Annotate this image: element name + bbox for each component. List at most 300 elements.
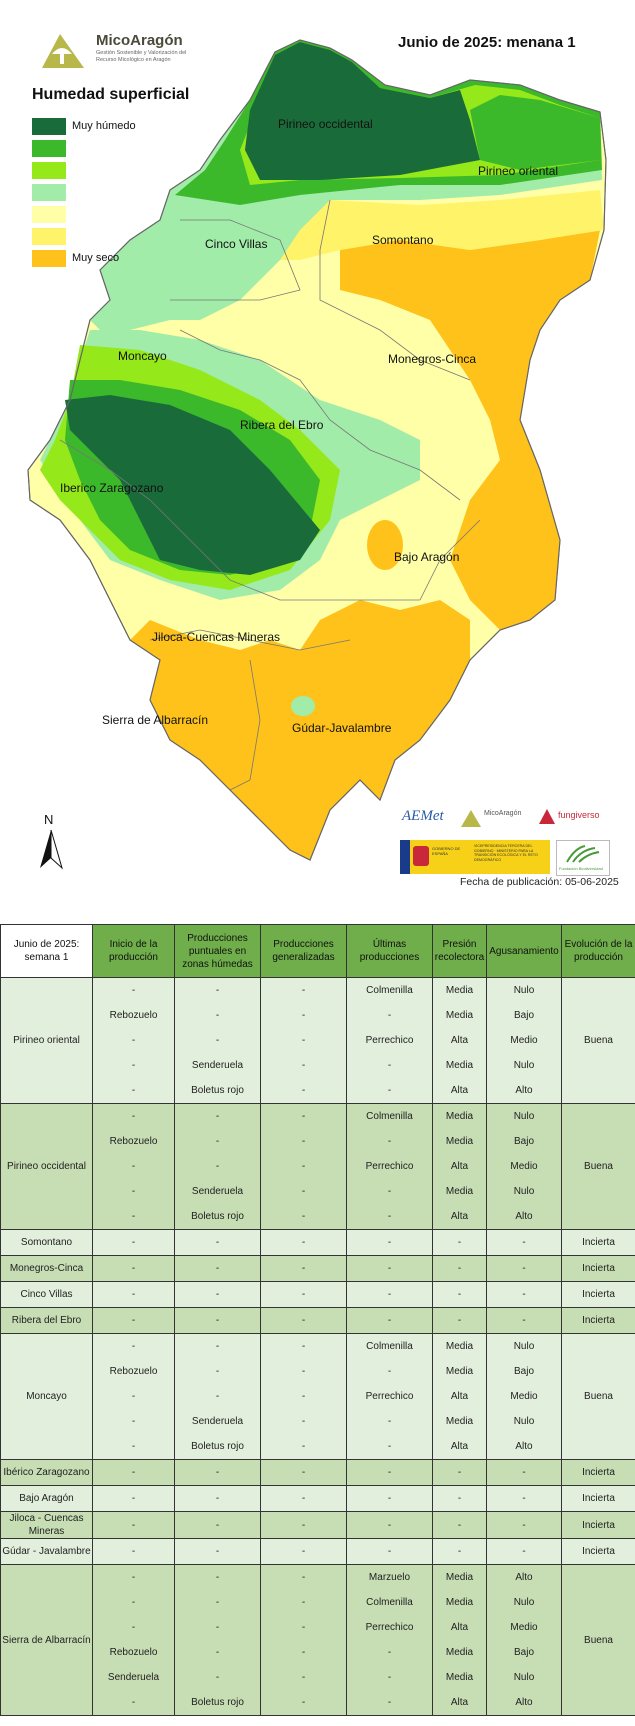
table-row — [1, 978, 635, 1104]
agusanamiento-value: Alto — [515, 1697, 533, 1708]
eu-flag-icon — [400, 840, 410, 874]
zone-name-cell: Gúdar - Javalambre — [1, 1539, 93, 1565]
inicio-value: Senderuela — [107, 1672, 160, 1683]
ultimas-value: - — [387, 1697, 392, 1708]
puntuales-value: - — [215, 1519, 220, 1531]
puntuales-cell — [175, 1460, 261, 1486]
evolucion-cell: Incierta — [562, 1460, 635, 1486]
agusanamiento-value: - — [522, 1315, 526, 1326]
inicio-value: - — [131, 1111, 136, 1122]
region-label-pirineo-oriental: Pirineo oriental — [478, 164, 559, 178]
legend-swatch-7 — [32, 250, 66, 267]
puntuales-value: - — [215, 1315, 220, 1326]
generalizadas-value: - — [301, 1467, 306, 1478]
generalizadas-cell — [261, 1486, 347, 1512]
inicio-value: - — [131, 1519, 136, 1531]
ultimas-cell — [347, 1308, 433, 1334]
region-label-somontano: Somontano — [372, 233, 434, 247]
generalizadas-value: - — [301, 1647, 306, 1658]
puntuales-value: - — [215, 1672, 220, 1683]
inicio-value: - — [131, 1697, 136, 1708]
ultimas-value: - — [387, 1647, 392, 1658]
ultimas-value: - — [387, 1010, 392, 1021]
puntuales-value: - — [215, 1035, 220, 1046]
presion-cell — [433, 978, 487, 1104]
generalizadas-cell — [261, 978, 347, 1104]
presion-value: Media — [445, 1111, 474, 1122]
presion-value: Media — [445, 1136, 474, 1147]
north-label: N — [44, 812, 54, 827]
puntuales-value: Senderuela — [191, 1186, 244, 1197]
ministry-banner — [400, 840, 550, 874]
puntuales-value: - — [215, 1161, 220, 1172]
table-row — [1, 1460, 635, 1486]
table-row — [1, 1539, 635, 1565]
evolucion-cell: Buena — [562, 1565, 635, 1716]
generalizadas-value: - — [301, 1546, 306, 1557]
presion-value: Alta — [450, 1697, 469, 1708]
puntuales-cell — [175, 978, 261, 1104]
agusanamiento-value: - — [522, 1237, 526, 1248]
agusanamiento-cell — [487, 1565, 562, 1716]
agusanamiento-value: Nulo — [513, 1111, 535, 1122]
puntuales-value: - — [215, 1622, 220, 1633]
puntuales-cell — [175, 1512, 261, 1539]
evolucion-cell: Incierta — [562, 1308, 635, 1334]
evolucion-cell: Incierta — [562, 1230, 635, 1256]
generalizadas-cell — [261, 1539, 347, 1565]
generalizadas-cell — [261, 1565, 347, 1716]
col-header-puntuales: Producciones puntuales en zonas húmedas — [175, 925, 261, 978]
generalizadas-value: - — [301, 1572, 306, 1583]
agusanamiento-cell — [487, 1230, 562, 1256]
agusanamiento-value: Medio — [510, 1391, 538, 1402]
inicio-value: Rebozuelo — [109, 1647, 158, 1658]
puntuales-cell — [175, 1486, 261, 1512]
agusanamiento-value: Bajo — [513, 1366, 534, 1377]
agusanamiento-value: Alto — [515, 1572, 533, 1583]
zone-name-cell: Bajo Aragón — [1, 1486, 93, 1512]
ultimas-value: - — [387, 1493, 392, 1504]
agusanamiento-cell — [487, 1539, 562, 1565]
agusanamiento-value: Nulo — [513, 1672, 535, 1683]
table-row — [1, 1512, 635, 1539]
evolucion-cell: Incierta — [562, 1539, 635, 1565]
agusanamiento-value: Alto — [515, 1441, 533, 1452]
ultimas-cell — [347, 1460, 433, 1486]
agusanamiento-value: Nulo — [513, 985, 535, 996]
agusanamiento-cell — [487, 1486, 562, 1512]
presion-value: Alta — [450, 1391, 469, 1402]
inicio-cell — [93, 1308, 175, 1334]
legend-swatch-4 — [32, 184, 66, 201]
generalizadas-cell — [261, 1104, 347, 1230]
presion-value: - — [457, 1546, 462, 1557]
presion-value: Media — [445, 1647, 474, 1658]
zone-name-cell: Ribera del Ebro — [1, 1308, 93, 1334]
evolucion-cell: Incierta — [562, 1512, 635, 1539]
table-body — [1, 978, 635, 1716]
generalizadas-value: - — [301, 1211, 306, 1222]
evolucion-cell: Incierta — [562, 1486, 635, 1512]
agusanamiento-value: Nulo — [513, 1597, 535, 1608]
inicio-value: - — [131, 1315, 136, 1326]
puntuales-value: - — [215, 985, 220, 996]
ultimas-value: - — [387, 1366, 392, 1377]
brand-tagline: Gestión Sostenible y Valorización del Recurso Micológico en Aragón — [96, 50, 187, 63]
puntuales-value: - — [215, 1341, 220, 1352]
legend-swatch-6 — [32, 228, 66, 245]
region-label-jiloca: Jiloca-Cuencas Mineras — [152, 630, 281, 644]
puntuales-value: - — [215, 1136, 220, 1147]
ultimas-value: - — [387, 1315, 392, 1326]
table-corner-label: Junio de 2025: semana 1 — [1, 925, 93, 978]
inicio-value: - — [131, 1441, 136, 1452]
zone-name-cell: Pirineo oriental — [1, 978, 93, 1104]
agusanamiento-cell — [487, 1460, 562, 1486]
generalizadas-value: - — [301, 1263, 306, 1274]
col-header-inicio: Inicio de la producción — [93, 925, 175, 978]
presion-cell — [433, 1539, 487, 1565]
puntuales-value: - — [215, 1572, 220, 1583]
generalizadas-value: - — [301, 1416, 306, 1427]
presion-value: Media — [445, 1010, 474, 1021]
ultimas-value: - — [387, 1237, 392, 1248]
inicio-value: - — [131, 1237, 136, 1248]
brand-name: MicoAragón — [96, 32, 183, 49]
inicio-value: Rebozuelo — [109, 1366, 158, 1377]
presion-value: Media — [445, 1416, 474, 1427]
zone-name-cell: Monegros-Cinca — [1, 1256, 93, 1282]
region-label-gudar-javalambre: Gúdar-Javalambre — [292, 721, 392, 735]
puntuales-value: Senderuela — [191, 1060, 244, 1071]
generalizadas-value: - — [301, 1391, 306, 1402]
ultimas-value: Colmenilla — [366, 985, 413, 996]
agusanamiento-cell — [487, 978, 562, 1104]
presion-value: Alta — [450, 1211, 469, 1222]
inicio-cell — [93, 1512, 175, 1539]
generalizadas-value: - — [301, 1341, 306, 1352]
presion-cell — [433, 1512, 487, 1539]
ultimas-value: - — [387, 1441, 392, 1452]
puntuales-cell — [175, 1308, 261, 1334]
region-label-sierra-albarracin: Sierra de Albarracín — [102, 713, 209, 727]
presion-cell — [433, 1460, 487, 1486]
col-header-evolucion: Evolución de la producción — [562, 925, 635, 978]
inicio-value: - — [131, 1493, 136, 1504]
zone-name-cell: Ibérico Zaragozano — [1, 1460, 93, 1486]
generalizadas-value: - — [301, 1161, 306, 1172]
presion-value: Alta — [450, 1035, 469, 1046]
evolucion-cell: Buena — [562, 1104, 635, 1230]
agusanamiento-value: Nulo — [513, 1416, 535, 1427]
inicio-value: - — [131, 1416, 136, 1427]
legend-swatch-1 — [32, 118, 66, 135]
agusanamiento-cell — [487, 1104, 562, 1230]
ultimas-value: - — [387, 1263, 392, 1274]
inicio-value: - — [131, 1211, 136, 1222]
table-row — [1, 1104, 635, 1230]
region-label-iberico-zaragozano: Iberico Zaragozano — [60, 481, 164, 495]
ultimas-value: Perrechico — [365, 1035, 414, 1046]
generalizadas-cell — [261, 1512, 347, 1539]
mushroom-logo-icon — [40, 28, 86, 72]
zone-name-cell: Pirineo occidental — [1, 1104, 93, 1230]
ultimas-value: - — [387, 1672, 392, 1683]
ultimas-value: - — [387, 1416, 392, 1427]
ultimas-value: - — [387, 1211, 392, 1222]
ultimas-cell — [347, 1230, 433, 1256]
inicio-value: - — [131, 1597, 136, 1608]
presion-value: Alta — [450, 1161, 469, 1172]
inicio-value: - — [131, 1391, 136, 1402]
presion-value: Media — [445, 1341, 474, 1352]
fungiverso-logo-icon — [538, 808, 556, 826]
generalizadas-value: - — [301, 1597, 306, 1608]
presion-cell — [433, 1486, 487, 1512]
col-header-agusanamiento: Agusanamiento — [487, 925, 562, 978]
biodiversidad-logo — [556, 840, 610, 876]
inicio-cell — [93, 978, 175, 1104]
presion-value: - — [457, 1289, 462, 1300]
table-row — [1, 1256, 635, 1282]
inicio-value: - — [131, 1060, 136, 1071]
biodiversidad-name: Fundación Biodiversidad — [559, 866, 603, 871]
presion-value: - — [457, 1519, 462, 1531]
col-header-generalizadas: Producciones generalizadas — [261, 925, 347, 978]
gobierno-text: GOBIERNO DE ESPAÑA — [432, 846, 461, 856]
generalizadas-value: - — [301, 1186, 306, 1197]
agusanamiento-value: - — [522, 1467, 526, 1478]
generalizadas-value: - — [301, 1085, 306, 1096]
region-label-monegros-cinca: Monegros-Cinca — [388, 352, 477, 366]
ultimas-value: Colmenilla — [366, 1341, 413, 1352]
ultimas-value: - — [387, 1467, 392, 1478]
legend-label-very-dry: Muy seco — [72, 252, 120, 264]
zone-name-cell: Jiloca - Cuencas Mineras — [1, 1512, 93, 1539]
inicio-value: - — [131, 1622, 136, 1633]
ultimas-cell — [347, 978, 433, 1104]
inicio-cell — [93, 1282, 175, 1308]
generalizadas-value: - — [301, 1672, 306, 1683]
zone-name-cell: Moncayo — [1, 1334, 93, 1460]
presion-cell — [433, 1334, 487, 1460]
generalizadas-cell — [261, 1334, 347, 1460]
presion-value: - — [457, 1263, 462, 1274]
legend-swatch-5 — [32, 206, 66, 223]
agusanamiento-value: - — [522, 1519, 526, 1531]
presion-value: Media — [445, 1672, 474, 1683]
puntuales-value: Boletus rojo — [191, 1441, 244, 1452]
agusanamiento-value: Bajo — [513, 1136, 534, 1147]
presion-value: Media — [445, 1572, 474, 1583]
puntuales-value: - — [215, 1391, 220, 1402]
inicio-cell — [93, 1565, 175, 1716]
agusanamiento-value: - — [522, 1493, 526, 1504]
ultimas-cell — [347, 1256, 433, 1282]
generalizadas-value: - — [301, 1136, 306, 1147]
region-label-cinco-villas: Cinco Villas — [205, 237, 268, 251]
generalizadas-value: - — [301, 1493, 306, 1504]
agusanamiento-cell — [487, 1282, 562, 1308]
inicio-cell — [93, 1256, 175, 1282]
table-row — [1, 1282, 635, 1308]
generalizadas-cell — [261, 1230, 347, 1256]
inicio-value: - — [131, 1161, 136, 1172]
inicio-value: Rebozuelo — [109, 1136, 158, 1147]
spain-shield-icon — [413, 846, 429, 866]
inicio-cell — [93, 1539, 175, 1565]
agusanamiento-value: Medio — [510, 1035, 538, 1046]
evolucion-cell: Incierta — [562, 1282, 635, 1308]
table-header-row — [1, 925, 635, 978]
evolucion-cell: Incierta — [562, 1256, 635, 1282]
generalizadas-value: - — [301, 1315, 306, 1326]
ultimas-cell — [347, 1486, 433, 1512]
ultimas-cell — [347, 1282, 433, 1308]
micoaragon-small-name: MicoAragón — [484, 810, 522, 817]
presion-value: Alta — [450, 1622, 469, 1633]
agusanamiento-cell — [487, 1308, 562, 1334]
inicio-value: - — [131, 1035, 136, 1046]
table-row — [1, 1308, 635, 1334]
generalizadas-value: - — [301, 1237, 306, 1248]
generalizadas-value: - — [301, 1010, 306, 1021]
ministerio-text: VICEPRESIDENCIA TERCERA DEL GOBIERNO · MINISTERIO PARA LA TRANSICIÓN ECOLÓGICA Y EL RETO DEMOGRÁFICO — [474, 844, 538, 862]
presion-cell — [433, 1282, 487, 1308]
zone-name-cell: Somontano — [1, 1230, 93, 1256]
map-title: Junio de 2025: menana 1 — [398, 34, 576, 51]
agusanamiento-value: - — [522, 1289, 526, 1300]
table-row — [1, 1334, 635, 1460]
presion-value: Alta — [450, 1441, 469, 1452]
map-zone-humid-gudar — [291, 696, 315, 716]
region-label-bajo-aragon: Bajo Aragón — [394, 550, 460, 564]
ultimas-cell — [347, 1334, 433, 1460]
puntuales-cell — [175, 1256, 261, 1282]
agusanamiento-value: Bajo — [513, 1010, 534, 1021]
generalizadas-value: - — [301, 1060, 306, 1071]
agusanamiento-value: Nulo — [513, 1060, 535, 1071]
publication-date: Fecha de publicación: 05-06-2025 — [460, 876, 619, 888]
presion-cell — [433, 1256, 487, 1282]
agusanamiento-cell — [487, 1334, 562, 1460]
fungiverso-name: fungiverso — [558, 810, 600, 820]
legend-title: Humedad superficial — [32, 86, 190, 103]
ultimas-value: Marzuelo — [368, 1572, 411, 1583]
ultimas-value: - — [387, 1186, 392, 1197]
production-table — [0, 924, 635, 1716]
puntuales-cell — [175, 1539, 261, 1565]
presion-value: - — [457, 1493, 462, 1504]
puntuales-cell — [175, 1565, 261, 1716]
micoaragon-logo — [40, 28, 200, 76]
puntuales-value: - — [215, 1647, 220, 1658]
generalizadas-cell — [261, 1308, 347, 1334]
puntuales-value: - — [215, 1366, 220, 1377]
puntuales-value: - — [215, 1493, 220, 1504]
inicio-value: - — [131, 1186, 136, 1197]
map-zone-very-humid-pyrenees — [245, 42, 480, 180]
generalizadas-value: - — [301, 985, 306, 996]
inicio-value: - — [131, 1263, 136, 1274]
presion-value: - — [457, 1315, 462, 1326]
ultimas-value: - — [387, 1289, 392, 1300]
inicio-value: - — [131, 1289, 136, 1300]
agusanamiento-value: - — [522, 1546, 526, 1557]
generalizadas-cell — [261, 1256, 347, 1282]
inicio-cell — [93, 1104, 175, 1230]
ultimas-value: - — [387, 1085, 392, 1096]
ultimas-cell — [347, 1539, 433, 1565]
zone-name-cell: Sierra de Albarracín — [1, 1565, 93, 1716]
puntuales-value: - — [215, 1010, 220, 1021]
region-label-ribera-del-ebro: Ribera del Ebro — [240, 418, 324, 432]
agusanamiento-value: Medio — [510, 1622, 538, 1633]
presion-value: - — [457, 1467, 462, 1478]
agusanamiento-value: Medio — [510, 1161, 538, 1172]
puntuales-value: Boletus rojo — [191, 1085, 244, 1096]
generalizadas-value: - — [301, 1622, 306, 1633]
agusanamiento-value: Nulo — [513, 1186, 535, 1197]
aemet-logo: AEMet — [402, 808, 444, 824]
puntuales-value: - — [215, 1467, 220, 1478]
ultimas-value: - — [387, 1519, 392, 1531]
presion-cell — [433, 1308, 487, 1334]
inicio-cell — [93, 1460, 175, 1486]
legend-swatch-2 — [32, 140, 66, 157]
north-arrow-icon — [36, 830, 66, 890]
region-label-pirineo-occidental: Pirineo occidental — [278, 117, 373, 131]
agusanamiento-value: - — [522, 1263, 526, 1274]
ultimas-value: Perrechico — [365, 1622, 414, 1633]
presion-value: - — [457, 1237, 462, 1248]
puntuales-value: Boletus rojo — [191, 1697, 244, 1708]
puntuales-value: - — [215, 1546, 220, 1557]
presion-value: Media — [445, 1366, 474, 1377]
ultimas-value: - — [387, 1136, 392, 1147]
puntuales-value: Senderuela — [191, 1416, 244, 1427]
presion-value: Media — [445, 1060, 474, 1071]
region-label-moncayo: Moncayo — [118, 349, 167, 363]
puntuales-value: - — [215, 1289, 220, 1300]
ultimas-value: Perrechico — [365, 1391, 414, 1402]
legend-label-very-humid: Muy húmedo — [72, 120, 136, 132]
puntuales-value: - — [215, 1263, 220, 1274]
ultimas-cell — [347, 1565, 433, 1716]
agusanamiento-cell — [487, 1512, 562, 1539]
generalizadas-value: - — [301, 1289, 306, 1300]
generalizadas-cell — [261, 1460, 347, 1486]
generalizadas-value: - — [301, 1519, 306, 1531]
ultimas-value: Perrechico — [365, 1161, 414, 1172]
presion-value: Media — [445, 1597, 474, 1608]
inicio-value: Rebozuelo — [109, 1010, 158, 1021]
inicio-value: - — [131, 1341, 136, 1352]
puntuales-value: - — [215, 1111, 220, 1122]
micoaragon-small-logo-icon — [460, 808, 482, 828]
puntuales-value: - — [215, 1597, 220, 1608]
puntuales-cell — [175, 1104, 261, 1230]
ultimas-value: - — [387, 1060, 392, 1071]
legend-swatch-3 — [32, 162, 66, 179]
presion-cell — [433, 1565, 487, 1716]
inicio-cell — [93, 1230, 175, 1256]
table-row — [1, 1565, 635, 1716]
inicio-value: - — [131, 1572, 136, 1583]
generalizadas-cell — [261, 1282, 347, 1308]
generalizadas-value: - — [301, 1697, 306, 1708]
